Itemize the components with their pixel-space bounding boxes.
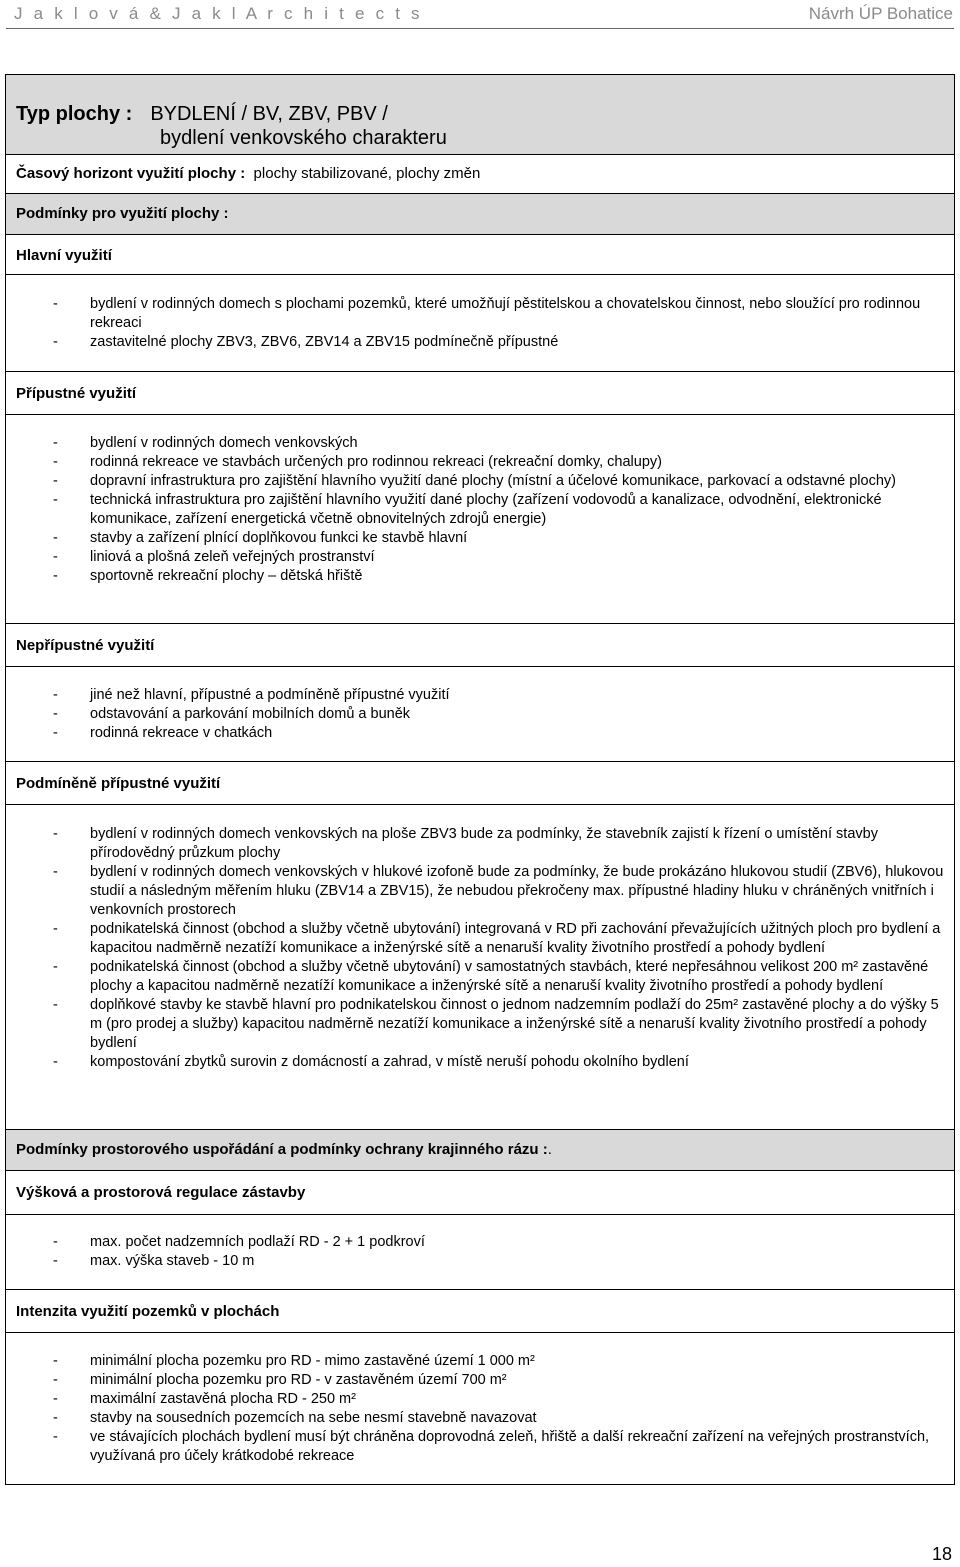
horizon-value: plochy stabilizované, plochy změn [253,165,481,182]
header-divider [6,28,954,29]
document-name: Návrh ÚP Bohatice [808,4,953,23]
list-item: - maximální zastavěná plocha RD - 250 m² [6,1390,944,1409]
intensity-list [6,1352,944,1466]
list-item: - max. počet nadzemních podlaží RD - 2 + 1 podkroví [6,1233,944,1252]
list-item: - odstavování a parkování mobilních domů a buněk [6,705,944,724]
intensity-heading-row [6,1289,954,1333]
height-heading-row [6,1171,954,1215]
list-item: - bydlení v rodinných domech venkovských [6,434,944,453]
title-subtitle: bydlení venkovského charakteru [160,127,447,149]
main-use-list [6,295,944,352]
conditions-label: Podmínky pro využití plochy : [16,205,229,222]
title-value: BYDLENÍ / BV, ZBV, PBV / [150,103,388,125]
page-header [0,0,960,30]
conditions-row [6,193,954,235]
main-use-heading-row [6,235,954,275]
main-use-heading: Hlavní využití [16,247,112,264]
list-item: - bydlení v rodinných domech venkovských na ploše ZBV3 bude za podmínky, že stavebník zajistí k řízení o umístění stavby přírodovědný průzkum plochy [6,825,944,863]
conditional-heading-row [6,761,954,805]
list-item: - doplňkové stavby ke stavbě hlavní pro podnikatelskou činnost o jednom nadzemním podlaží do 25m² zastavěné plochy a do výšky 5 m (pro prodej a služby) kapacitou nadměrně nezatíží komunikace a inženýrské sítě a nenaruší kvality životního prostředí a pohody bydlení [6,996,944,1053]
list-item: - jiné než hlavní, přípustné a podmíněně přípustné využití [6,686,944,705]
list-item: - sportovně rekreační plochy – dětská hřiště [6,567,944,586]
title-label: Typ plochy : [16,103,133,125]
list-item: - stavby a zařízení plnící doplňkovou funkci ke stavbě hlavní [6,529,944,548]
title-row [6,75,954,155]
spatial-suffix: . [547,1141,552,1158]
list-item: - ve stávajících plochách bydlení musí být chráněna doprovodná zeleň, hřiště a další rekreační zařízení na veřejných prostranstvích, využívaná pro účely krátkodobé rekreace [6,1428,944,1466]
forbidden-list [6,686,944,743]
permitted-heading: Přípustné využití [16,385,137,402]
spatial-row [6,1129,954,1171]
list-item: - podnikatelská činnost (obchod a služby včetně ubytování) integrovaná v RD při zachování převažujících užitných ploch pro bydlení a kapacitou nadměrně nezatíží komunikace a inženýrské sítě a nenaruší kvality životního prostředí a pohody bydlení [6,920,944,958]
list-item: - rodinná rekreace ve stavbách určených pro rodinnou rekreaci (rekreační domky, chalupy) [6,453,944,472]
list-item: - dopravní infrastruktura pro zajištění hlavního využití dané plochy (místní a účelové komunikace, parkovací a odstavné plochy) [6,472,944,491]
intensity-heading: Intenzita využití pozemků v plochách [16,1303,280,1320]
forbidden-heading-row [6,623,954,667]
list-item: - minimální plocha pozemku pro RD - mimo zastavěné území 1 000 m² [6,1352,944,1371]
firm-name: J a k l o v á & J a k l A r c h i t e c t s [14,4,423,23]
list-item: - podnikatelská činnost (obchod a služby včetně ubytování) v samostatných stavbách, které nepřesáhnou velikost 200 m² zastavěné plochy a kapacitou nadměrně nezatíží komunikace a inženýrské sítě a nenaruší kvality životního prostředí a pohody bydlení [6,958,944,996]
height-list [6,1233,944,1271]
list-item: - zastavitelné plochy ZBV3, ZBV6, ZBV14 a ZBV15 podmínečně přípustné [6,333,944,352]
list-item: - stavby na sousedních pozemcích na sebe nesmí stavebně navazovat [6,1409,944,1428]
horizon-row [6,155,954,193]
list-item: - technická infrastruktura pro zajištění hlavního využití dané plochy (zařízení vodovodů a kanalizace, odvodnění, elektronické komunikace, zařízení energetická včetně obnovitelných zdrojů energie) [6,491,944,529]
forbidden-heading: Nepřípustné využití [16,637,155,654]
conditional-list [6,825,944,1072]
list-item: - minimální plocha pozemku pro RD - v zastavěném území 700 m² [6,1371,944,1390]
regulation-table [5,74,955,1485]
height-heading: Výšková a prostorová regulace zástavby [16,1184,306,1201]
permitted-list [6,434,944,586]
list-item: - kompostování zbytků surovin z domácností a zahrad, v místě neruší pohodu okolního bydlení [6,1053,944,1072]
list-item: - bydlení v rodinných domech venkovských v hlukové izofoně bude za podmínky, že bude prokázáno hlukovou studií (ZBV6), hlukovou studií a následným měřením hluku (ZBV14 a ZBV15), že nebudou překročeny max. přípustné hladiny hluku v chráněných vnitřních i venkovních prostorech [6,863,944,920]
page-number: 18 [931,1544,952,1564]
horizon-label: Časový horizont využití plochy : [16,165,246,182]
conditional-heading: Podmíněně přípustné využití [16,775,221,792]
list-item: - liniová a plošná zeleň veřejných prostranství [6,548,944,567]
spatial-label: Podmínky prostorového uspořádání a podmínky ochrany krajinného rázu : [16,1141,548,1158]
list-item: - rodinná rekreace v chatkách [6,724,944,743]
list-item: - max. výška staveb - 10 m [6,1252,944,1271]
list-item: - bydlení v rodinných domech s plochami pozemků, které umožňují pěstitelskou a chovatelskou činnost, nebo sloužící pro rodinnou rekreaci [6,295,944,333]
permitted-heading-row [6,371,954,415]
